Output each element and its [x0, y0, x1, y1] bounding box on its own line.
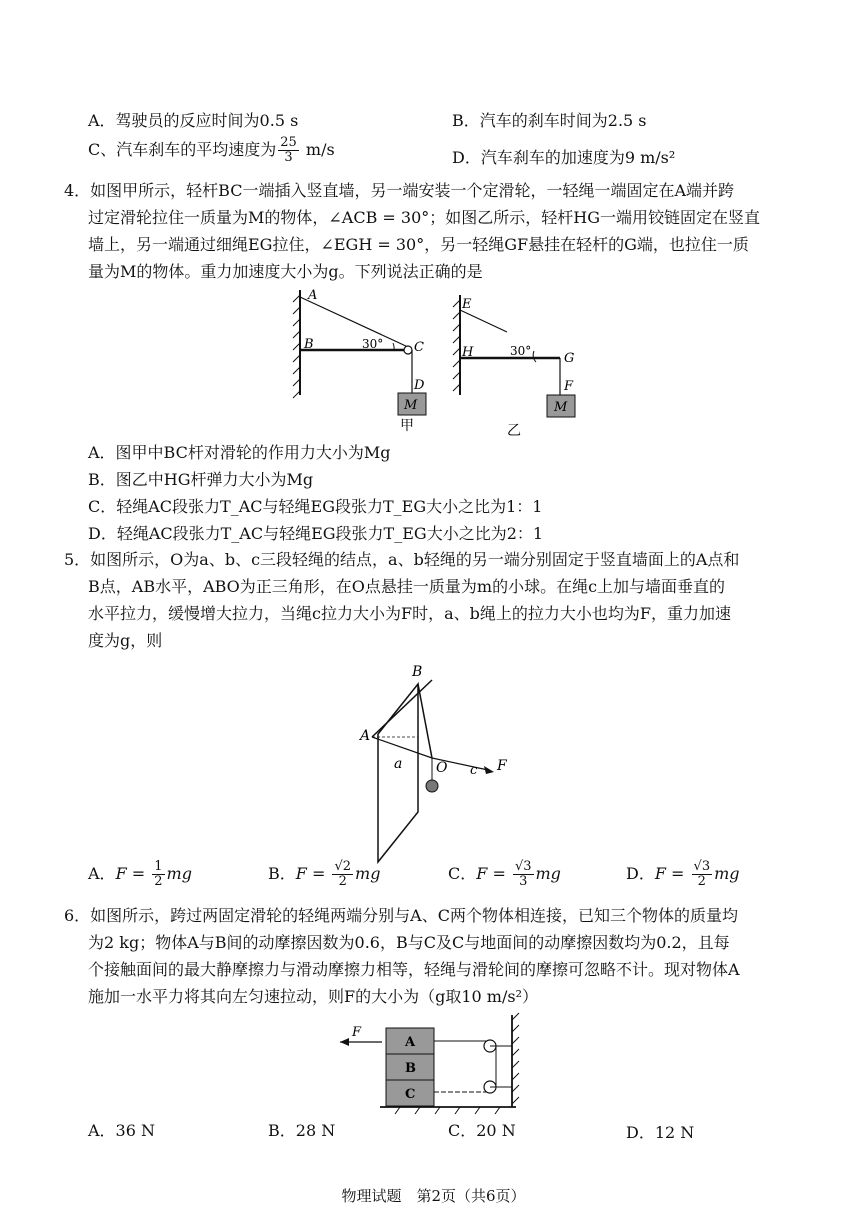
q3-option-d: D．汽车刹车的加速度为9 m/s² — [452, 148, 676, 167]
fraction-numerator: √3 — [514, 859, 532, 874]
label-A: A — [360, 728, 371, 744]
q5-stem-line-4: 度为g，则 — [88, 631, 163, 650]
q4-option-a: A．图甲中BC杆对滑轮的作用力大小为Mg — [88, 443, 391, 462]
q3-option-c-fraction — [278, 136, 299, 165]
q5-figure — [360, 662, 530, 852]
option-fraction — [332, 860, 353, 889]
q6-option-b: B．28 N — [268, 1121, 336, 1140]
block-C-label: C — [405, 1087, 416, 1102]
fraction-numerator: 1 — [154, 859, 163, 874]
q4-figure-yi — [452, 290, 587, 440]
option-lhs: F = — [295, 864, 326, 883]
option-lhs: F = — [115, 864, 146, 883]
q3-option-b: B．汽车的刹车时间为2.5 s — [452, 111, 647, 130]
block-B-label: B — [405, 1061, 416, 1076]
option-rhs: mg — [166, 864, 192, 883]
label-F: F — [352, 1025, 362, 1040]
page-footer: 物理试题 第2页（共6页） — [341, 1187, 526, 1205]
q5-option-d — [626, 860, 740, 889]
q6-stem-line-4: 施加一水平力将其向左匀速拉动，则F的大小为（g取10 m/s²） — [88, 987, 538, 1006]
q5-option-c — [448, 860, 561, 889]
option-rhs: mg — [535, 864, 561, 883]
fraction-denominator: 3 — [284, 150, 293, 165]
angle-label: 30° — [510, 344, 532, 358]
label-A: A — [308, 288, 318, 303]
q4-option-b: B．图乙中HG杆弹力大小为Mg — [88, 470, 314, 489]
option-label: C． — [448, 864, 477, 883]
label-O: O — [436, 760, 448, 776]
label-E: E — [462, 297, 472, 312]
q5-option-a — [88, 860, 192, 889]
q6-option-a: A．36 N — [88, 1121, 156, 1140]
q6-option-d: D．12 N — [626, 1123, 695, 1142]
mass-label: M — [554, 400, 568, 415]
label-a: a — [394, 756, 403, 772]
label-F: F — [564, 379, 574, 394]
option-rhs: mg — [355, 864, 381, 883]
q4-figure-jia — [290, 285, 440, 440]
mass-label: M — [404, 398, 418, 413]
q6-stem-line-1: 6．如图所示，跨过两固定滑轮的轻绳两端分别与A、C两个物体相连接，已知三个物体的质量均 — [64, 906, 738, 925]
q5-option-b — [268, 860, 380, 889]
q3-option-c — [88, 136, 335, 165]
q6-option-c: C．20 N — [448, 1121, 516, 1140]
fraction-denominator: 2 — [338, 874, 347, 889]
figure-caption-yi: 乙 — [507, 423, 521, 439]
q4-stem-line-4: 量为M的物体。重力加速度大小为g。下列说法正确的是 — [88, 262, 483, 281]
q5-stem-line-3: 水平拉力，缓慢增大拉力，当绳c拉力大小为F时，a、b绳上的拉力大小也均为F，重力加速 — [88, 604, 731, 623]
q6-figure — [340, 1010, 540, 1110]
label-G: G — [564, 351, 575, 366]
q4-stem-line-3: 墙上，另一端通过细绳EG拉住，∠EGH = 30°，另一轻绳GF悬挂在轻杆的G端，也拉住一质 — [88, 235, 749, 254]
angle-label: 30° — [362, 337, 384, 351]
option-label: B． — [268, 864, 296, 883]
fraction-denominator: 2 — [697, 874, 706, 889]
figure-caption-jia: 甲 — [400, 418, 414, 434]
label-C: C — [414, 340, 424, 355]
label-H: H — [462, 345, 474, 360]
option-lhs: F = — [476, 864, 506, 883]
q3-option-a: A．驾驶员的反应时间为0.5 s — [88, 111, 299, 130]
option-label: A． — [88, 864, 116, 883]
q4-stem-line-2: 过定滑轮拉住一质量为M的物体，∠ACB = 30°；如图乙所示，轻杆HG一端用铰链固定在竖直 — [88, 208, 761, 227]
option-fraction — [692, 860, 713, 889]
fraction-denominator: 3 — [519, 874, 528, 889]
fraction-numerator: √3 — [693, 859, 711, 874]
fraction-denominator: 2 — [154, 874, 163, 889]
q6-stem-line-2: 为2 kg；物体A与B间的动摩擦因数为0.6，B与C及C与地面间的动摩擦因数均为0.2，且每 — [88, 933, 730, 952]
label-B: B — [412, 664, 423, 680]
option-label: D． — [626, 864, 655, 883]
q4-option-d: D．轻绳AC段张力T_AC与轻绳EG段张力T_EG大小之比为2：1 — [88, 524, 544, 543]
q6-stem-line-3: 个接触面间的最大静摩擦力与滑动摩擦力相等，轻绳与滑轮间的摩擦可忽略不计。现对物体A — [88, 960, 740, 979]
q5-stem-line-2: B点，AB水平，ABO为正三角形，在O点悬挂一质量为m的小球。在绳c上加与墙面垂直的 — [88, 577, 726, 596]
option-fraction — [513, 860, 534, 889]
block-A-label: A — [405, 1035, 416, 1050]
option-rhs: mg — [714, 864, 740, 883]
label-B: B — [304, 337, 314, 352]
option-fraction — [152, 860, 164, 889]
q4-stem-line-1: 4．如图甲所示，轻杆BC一端插入竖直墙，另一端安装一个定滑轮，一轻绳一端固定在A端并跨 — [64, 181, 735, 200]
label-F: F — [497, 758, 507, 774]
label-D: D — [414, 378, 425, 393]
q4-option-c: C．轻绳AC段张力T_AC与轻绳EG段张力T_EG大小之比为1：1 — [88, 497, 543, 516]
label-c: c — [470, 763, 478, 778]
fraction-numerator: 25 — [280, 135, 297, 150]
q5-stem-line-1: 5．如图所示，O为a、b、c三段轻绳的结点，a、b轻绳的另一端分别固定于竖直墙面上的A点和 — [64, 550, 740, 569]
q3-option-c-unit: m/s — [305, 140, 335, 159]
option-lhs: F = — [654, 864, 685, 883]
fraction-numerator: √2 — [334, 859, 352, 874]
q3-option-c-text: C、汽车刹车的平均速度为 — [88, 140, 277, 159]
